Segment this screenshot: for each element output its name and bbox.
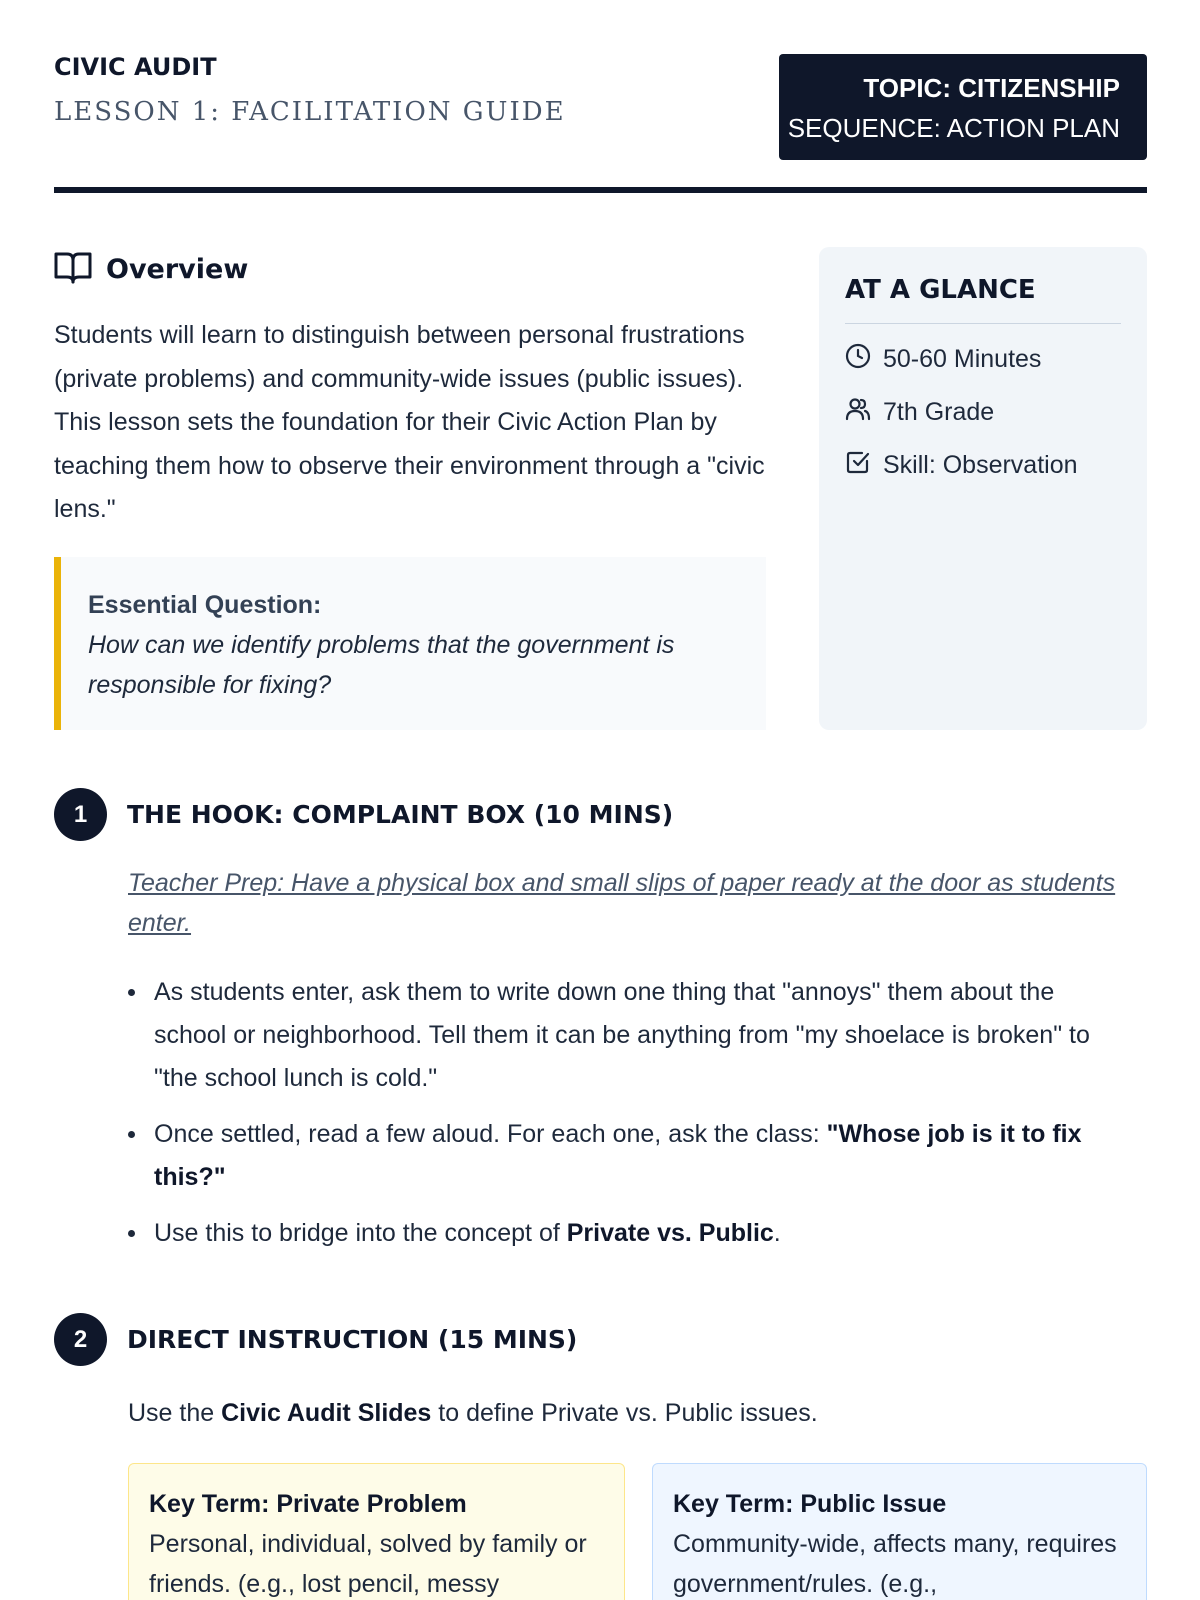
- bullet-text: Use this to bridge into the concept of: [154, 1219, 567, 1247]
- at-a-glance-panel: [819, 247, 1147, 730]
- overview-heading: [54, 250, 248, 289]
- list-item: [128, 1212, 1128, 1255]
- step-1-title: THE HOOK: COMPLAINT BOX (10 MINS): [127, 800, 674, 829]
- key-term-public-card: [652, 1463, 1147, 1600]
- topic-badge: [779, 54, 1147, 160]
- step-2-heading: [54, 1313, 577, 1366]
- topic-label: TOPIC: CITIZENSHIP: [863, 73, 1120, 103]
- essential-question-text: How can we identify problems that the government is responsible for fixing?: [88, 631, 675, 699]
- users-icon: [845, 396, 871, 429]
- key-term-title: Key Term: Private Problem: [149, 1490, 467, 1518]
- book-open-icon: [54, 250, 92, 289]
- glance-item-text: 7th Grade: [883, 397, 995, 426]
- bullet-text: .: [773, 1219, 781, 1247]
- clock-icon: [845, 343, 871, 376]
- step-1-bullets: [128, 971, 1128, 1268]
- essential-question-label: Essential Question:: [88, 591, 322, 619]
- key-term-text: Personal, individual, solved by family or friends. (e.g., lost pencil, messy: [149, 1530, 587, 1598]
- key-term-title: Key Term: Public Issue: [673, 1490, 947, 1518]
- page-header: [54, 53, 1147, 193]
- sequence-label: SEQUENCE: ACTION PLAN: [787, 113, 1120, 143]
- glance-item-skill: [845, 447, 1121, 483]
- bullet-text: Once settled, read a few aloud. For each one, ask the class:: [154, 1120, 827, 1148]
- bullet-text: As students enter, ask them to write down one thing that "annoys" them about the school or neighborhood. Tell them it can be anything from "my shoelace is broken" to "the school lunch is cold.": [154, 978, 1090, 1092]
- key-term-private-card: [128, 1463, 625, 1600]
- brand-title: CIVIC AUDIT: [54, 53, 217, 81]
- check-square-icon: [845, 449, 871, 482]
- essential-question-box: [54, 557, 766, 730]
- instruction-bold: Civic Audit Slides: [221, 1399, 432, 1427]
- step-2-title: DIRECT INSTRUCTION (15 MINS): [127, 1325, 578, 1354]
- lesson-subtitle: LESSON 1: FACILITATION GUIDE: [54, 97, 566, 127]
- teacher-prep-note: Teacher Prep: Have a physical box and small slips of paper ready at the door as students enter.: [128, 869, 1116, 937]
- step-number-badge: 2: [54, 1313, 107, 1366]
- bullet-bold-text: "Whose job is it to fix this?": [154, 1120, 1082, 1191]
- step-number-badge: 1: [54, 788, 107, 841]
- glance-item-duration: [845, 341, 1121, 377]
- glance-item-grade: [845, 394, 1121, 430]
- bullet-bold-text: Private vs. Public: [566, 1219, 774, 1247]
- glance-item-text: Skill: Observation: [883, 450, 1078, 479]
- instruction-text: [128, 1393, 818, 1433]
- list-item: [128, 1113, 1128, 1199]
- list-item: [128, 971, 1128, 1100]
- step-1-heading: [54, 788, 673, 841]
- overview-text: Students will learn to distinguish between personal frustrations (private problems) and community-wide issues (public issues). This lesson sets the foundation for their Civic Action Plan by teaching them how to observe their environment through a "civic lens.": [54, 321, 765, 523]
- instruction-part: to define Private vs. Public issues.: [431, 1399, 818, 1427]
- at-a-glance-title: AT A GLANCE: [845, 275, 1121, 324]
- instruction-part: Use the: [128, 1399, 222, 1427]
- key-term-text: Community-wide, affects many, requires government/rules. (e.g.,: [673, 1530, 1117, 1598]
- overview-title: Overview: [106, 254, 249, 285]
- glance-item-text: 50-60 Minutes: [883, 344, 1042, 373]
